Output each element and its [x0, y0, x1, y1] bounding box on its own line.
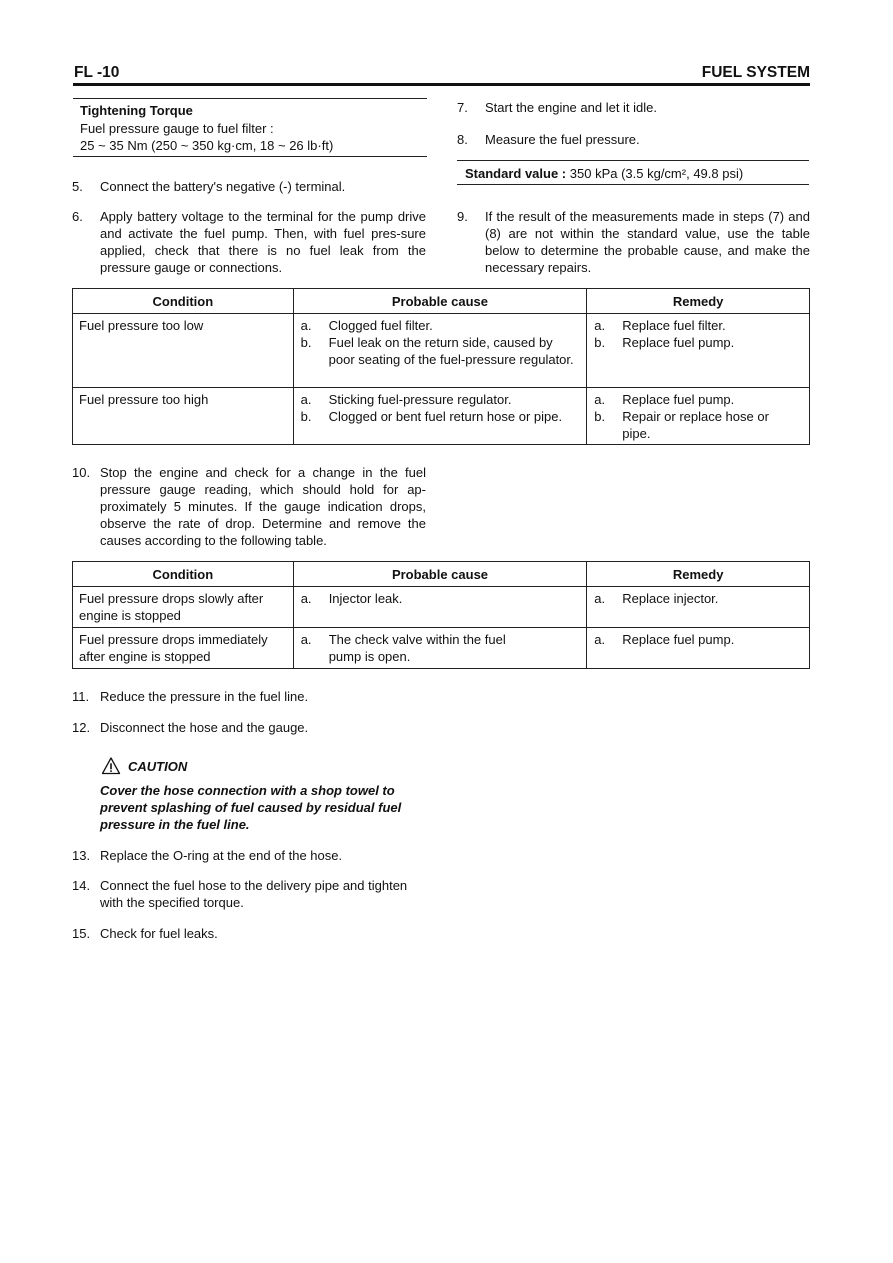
torque-line-2: 25 ~ 35 Nm (250 ~ 350 kg·cm, 18 ~ 26 lb·ft) — [80, 138, 334, 153]
section-title: FUEL SYSTEM — [701, 64, 810, 81]
torque-title: Tightening Torque — [80, 103, 193, 118]
standard-value — [465, 165, 743, 182]
step-number: 13. — [72, 848, 91, 863]
step-number: 14. — [72, 878, 91, 893]
caution-body: Cover the hose connection with a shop towel to prevent splashing of fuel caused by residual fuel pressure in the fuel line. — [100, 783, 402, 832]
step-number: 6. — [72, 209, 83, 224]
list-item: a. Replace fuel pump. — [594, 392, 735, 407]
list-item: a. Replace injector. — [594, 591, 719, 606]
column-header: Remedy — [587, 289, 810, 314]
standard-value-text: 350 kPa (3.5 kg/cm², 49.8 psi) — [569, 166, 744, 181]
step-number: 12. — [72, 720, 91, 735]
step-text: Connect the battery's negative (-) terminal. — [100, 179, 346, 194]
step-text: Measure the fuel pressure. — [485, 132, 640, 147]
step-number: 10. — [72, 465, 91, 480]
condition-cell: Fuel pressure too low — [79, 318, 204, 333]
list-item: b. Repair or replace hose or pipe. — [594, 409, 769, 441]
list-item: a. Sticking fuel-pressure regulator. — [300, 392, 512, 407]
column-header: Remedy — [587, 562, 810, 587]
list-item: b. Replace fuel pump. — [594, 335, 735, 350]
step-number: 7. — [457, 100, 468, 115]
step-text: Start the engine and let it idle. — [485, 100, 658, 115]
step-text: Check for fuel leaks. — [100, 926, 218, 941]
step-number: 11. — [72, 689, 90, 704]
caution-warning-icon — [101, 756, 121, 776]
step-text: Replace the O-ring at the end of the hose. — [100, 848, 343, 863]
torque-line-1: Fuel pressure gauge to fuel filter : — [80, 121, 274, 136]
step-text: Reduce the pressure in the fuel line. — [100, 689, 309, 704]
condition-cell: Fuel pressure drops slowly after engine is stopped — [79, 591, 264, 623]
standard-value-label: Standard value : — [465, 166, 567, 181]
list-item: a. Injector leak. — [300, 591, 403, 606]
step-number: 5. — [72, 179, 83, 194]
header-rule — [73, 83, 810, 86]
step-number: 9. — [457, 209, 468, 224]
table-row — [73, 314, 810, 388]
list-item: a. Replace fuel filter. — [594, 318, 726, 333]
step-text: Stop the engine and check for a change in the fuel pressure gauge reading, which should hold for ap-proximately 5 minutes. If the gauge indication drops, observe the rate of drop. Determine and remove the causes according to the following table. — [100, 465, 426, 548]
step-number: 8. — [457, 132, 468, 147]
step-number: 15. — [72, 926, 91, 941]
list-item: a. The check valve within the fuel pump is open. — [300, 632, 506, 664]
condition-cell: Fuel pressure too high — [79, 392, 209, 407]
column-header: Condition — [73, 562, 294, 587]
condition-cell: Fuel pressure drops immediately after engine is stopped — [79, 632, 268, 664]
standard-value-top-rule — [457, 160, 809, 161]
column-header: Condition — [73, 289, 294, 314]
troubleshooting-table-2 — [72, 561, 810, 669]
torque-box-bottom-rule — [73, 156, 427, 157]
step-text: Connect the fuel hose to the delivery pipe and tighten with the specified torque. — [100, 878, 408, 910]
step-text: Apply battery voltage to the terminal for the pump drive and activate the fuel pump. Then, with fuel pres-sure applied, check that there is no fuel leak from the pressure gauge or connections. — [100, 209, 426, 275]
table-row — [73, 388, 810, 445]
caution-title: CAUTION — [128, 759, 188, 774]
column-header: Probable cause — [293, 562, 587, 587]
list-item: b. Clogged or bent fuel return hose or pipe. — [300, 409, 563, 424]
table-row — [73, 587, 810, 628]
page-number: FL -10 — [74, 64, 120, 81]
torque-box-top-rule — [73, 98, 427, 99]
troubleshooting-table-1 — [72, 288, 810, 445]
column-header: Probable cause — [293, 289, 587, 314]
list-item: a. Replace fuel pump. — [594, 632, 735, 647]
list-item: b. Fuel leak on the return side, caused by poor seating of the fuel-pressure regulator. — [300, 335, 574, 367]
table-header-row — [73, 562, 810, 587]
list-item: a. Clogged fuel filter. — [300, 318, 433, 333]
step-text: Disconnect the hose and the gauge. — [100, 720, 309, 735]
step-text: If the result of the measurements made in steps (7) and (8) are not within the standard value, use the table below to determine the probable cause, and make the necessary repairs. — [485, 209, 810, 275]
table-header-row — [73, 289, 810, 314]
standard-value-bottom-rule — [457, 184, 809, 185]
table-row — [73, 628, 810, 669]
